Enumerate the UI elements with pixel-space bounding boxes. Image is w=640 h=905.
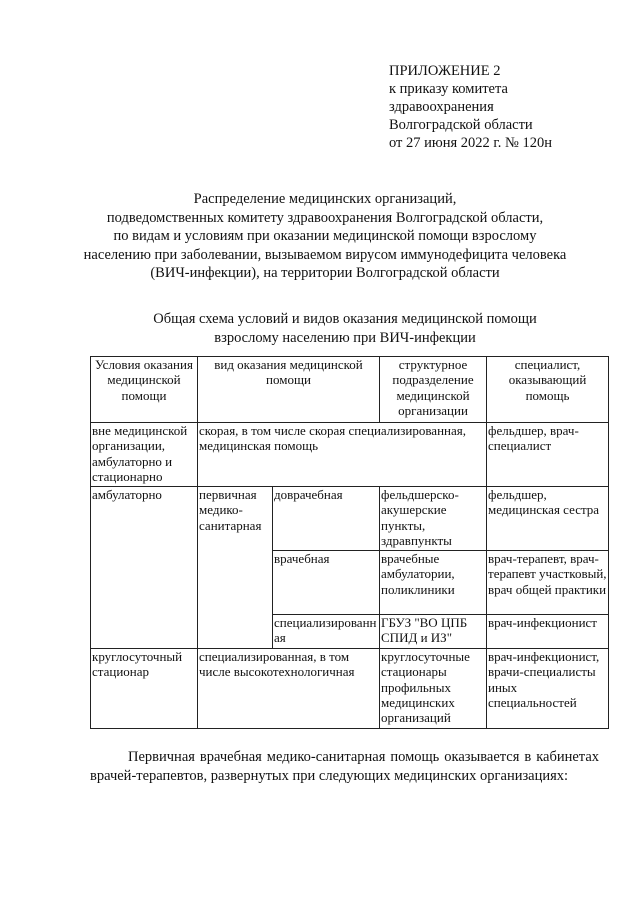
annex-header [389, 62, 552, 152]
header-specialist: специалист, оказывающий помощь [487, 357, 609, 423]
table-row [91, 487, 609, 551]
row2-specialist-therapist: врач-терапевт, врач-терапевт участковый, врач общей практики [487, 551, 609, 615]
row2-unit-feldsher: фельдшерско-акушерские пункты, здравпункты [380, 487, 487, 551]
title-line: подведомственных комитету здравоохранения Волгоградской области, [106, 209, 544, 226]
row1-type: скорая, в том числе скорая специализированная, медицинская помощь [198, 423, 487, 487]
annex-line-region: Волгоградской области [389, 117, 533, 133]
row3-type: специализированная, в том числе высокотехнологичная [198, 649, 380, 729]
annex-number: ПРИЛОЖЕНИЕ 2 [389, 63, 501, 79]
table-row [91, 649, 609, 729]
row3-unit: круглосуточные стационары профильных медицинских организаций [380, 649, 487, 729]
row2-specialist-feldsher: фельдшер, медицинская сестра [487, 487, 609, 551]
row2-conditions: амбулаторно [91, 487, 198, 649]
row2-unit-aids-center: ГБУЗ "ВО ЦПБ СПИД и ИЗ" [380, 615, 487, 649]
row1-specialist: фельдшер, врач-специалист [487, 423, 609, 487]
subtitle-line: взрослому населению при ВИЧ-инфекции [214, 329, 476, 346]
annex-line-committee: здравоохранения [389, 99, 494, 115]
subtitle-line: Общая схема условий и видов оказания медицинской помощи [153, 311, 537, 327]
row3-conditions: круглосуточный стационар [91, 649, 198, 729]
body-paragraph: Первичная врачебная медико-санитарная помощь оказывается в кабинетах врачей-терапевтов, развернутых при следующих медицинских организациях: [90, 749, 599, 784]
title-line: по видам и условиям при оказании медицинской помощи взрослому [113, 228, 537, 244]
row2-specialist-infectionist: врач-инфекционист [487, 615, 609, 649]
scheme-subtitle [100, 310, 590, 347]
title-line: населению при заболевании, вызываемом вирусом иммунодефицита человека [83, 246, 567, 263]
annex-line-order: к приказу комитета [389, 81, 508, 97]
document-title [80, 190, 570, 283]
header-type: вид оказания медицинской помощи [198, 357, 380, 423]
row2-unit-clinics: врачебные амбулатории, поликлиники [380, 551, 487, 615]
header-conditions: Условия оказания медицинской помощи [91, 357, 198, 423]
row2-subtype-physician: врачебная [273, 551, 380, 615]
row2-subtype-prephysician: доврачебная [273, 487, 380, 551]
row2-type-group: первичная медико-санитарная [198, 487, 273, 649]
row1-conditions: вне медицинской организации, амбулаторно и стационарно [91, 423, 198, 487]
row3-specialist: врач-инфекционист, врачи-специалисты иных специальностей [487, 649, 609, 729]
title-line: Распределение медицинских организаций, [193, 191, 457, 207]
care-scheme-table [90, 356, 609, 729]
annex-line-date: от 27 июня 2022 г. № 120н [389, 135, 552, 151]
title-line: (ВИЧ-инфекции), на территории Волгоградской области [150, 265, 500, 281]
table-header-row [91, 357, 609, 423]
row2-subtype-specialized: специализированная [273, 615, 380, 649]
table-row [91, 423, 609, 487]
header-unit: структурное подразделение медицинской организации [380, 357, 487, 423]
